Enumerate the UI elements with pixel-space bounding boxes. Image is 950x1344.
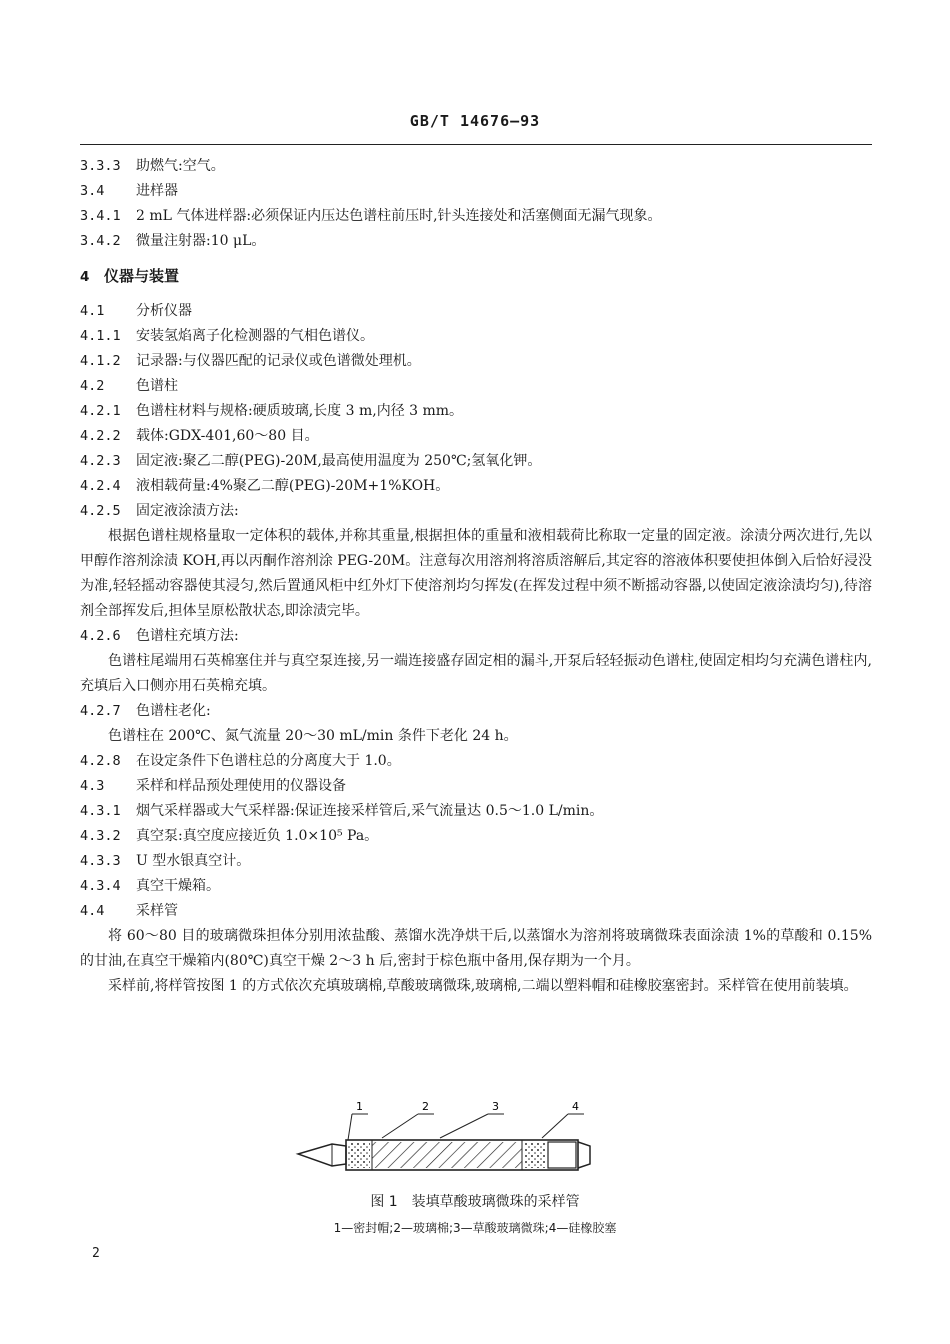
clause-text: 色谱柱材料与规格:硬质玻璃,长度 3 m,内径 3 mm。 [136, 403, 464, 419]
clause-number: 4.1.1 [80, 328, 121, 344]
clause-number: 4.2.2 [80, 428, 121, 444]
clause-line [80, 799, 872, 824]
clause-text: 真空泵:真空度应接近负 1.0×10⁵ Pa。 [136, 828, 379, 844]
clause-line [80, 699, 872, 724]
clause-number: 4.2.7 [80, 703, 121, 719]
clause-number: 4.2.8 [80, 753, 121, 769]
section-number: 4 [80, 269, 90, 285]
clause-text: 真空干燥箱。 [136, 878, 220, 894]
silicone-stopper [548, 1142, 576, 1168]
figure-legend: 1—密封帽;2—玻璃棉;3—草酸玻璃微珠;4—硅橡胶塞 [333, 1221, 617, 1235]
clause-text: 色谱柱 [136, 378, 178, 394]
clause-number: 3.3.3 [80, 158, 121, 174]
clause-line [80, 774, 872, 799]
clause-number: 3.4.1 [80, 208, 121, 224]
clause-line [80, 424, 872, 449]
sampling-tube-figure [290, 1100, 610, 1176]
clause-line [80, 324, 872, 349]
clause-line [80, 874, 872, 899]
clause-line [80, 154, 872, 179]
clause-text: 记录器:与仪器匹配的记录仪或色谱微处理机。 [136, 353, 421, 369]
clause-text: 采样管 [136, 903, 178, 919]
glass-wool-left [348, 1142, 370, 1168]
clause-text: 固定液涂渍方法: [136, 503, 239, 519]
figure-label-2: 2 [422, 1100, 429, 1113]
clause-number: 4.3.1 [80, 803, 121, 819]
clause-line [80, 179, 872, 204]
clause-text: 2 mL 气体进样器:必须保证内压达色谱柱前压时,针头连接处和活塞侧面无漏气现象。 [136, 208, 662, 224]
clause-number: 4.3.3 [80, 853, 121, 869]
clause-line [80, 474, 872, 499]
clause-line [80, 824, 872, 849]
packing-method-paragraph: 色谱柱尾端用石英棉塞住并与真空泵连接,另一端连接盛存固定相的漏斗,开泵后轻轻振动色谱柱,使固定相均匀充满色谱柱内,充填后入口侧亦用石英棉充填。 [80, 653, 872, 694]
page-number: 2 [92, 1246, 100, 1261]
clause-text: 在设定条件下色谱柱总的分离度大于 1.0。 [136, 753, 401, 769]
leader-line [542, 1114, 568, 1138]
clause-number: 3.4.2 [80, 233, 121, 249]
clause-line [80, 299, 872, 324]
aging-paragraph: 色谱柱在 200℃、氮气流量 20～30 mL/min 条件下老化 24 h。 [108, 728, 518, 744]
document-body [80, 154, 872, 999]
figure-label-1: 1 [356, 1100, 363, 1113]
clause-number: 4.4 [80, 903, 105, 919]
clause-number: 3.4 [80, 183, 105, 199]
coating-method-paragraph: 根据色谱柱规格量取一定体积的载体,并称其重量,根据担体的重量和液相载荷比称取一定量的固定液。涂渍分两次进行,先以甲醇作溶剂涂渍 KOH,再以丙酮作溶剂涂 PEG-20M。注意每次用溶剂将溶质溶解后,其定容的溶液体积要使担体倒入后恰好浸没为准,轻轻摇动容器使其浸匀,然后置通风柜中红外灯下使溶剂均匀挥发(在挥发过程中须不断摇动容器,以使固定液涂渍均匀),待溶剂全部挥发后,担体呈原松散状态,即涂渍完毕。 [80, 528, 872, 619]
clause-number: 4.1.2 [80, 353, 121, 369]
standard-header: GB/T 14676—93 [409, 112, 541, 130]
clause-number: 4.1 [80, 303, 105, 319]
clause-text: 分析仪器 [136, 303, 192, 319]
spacer [80, 254, 872, 264]
clause-text: 烟气采样器或大气采样器:保证连接采样管后,采气流量达 0.5～1.0 L/min。 [136, 803, 604, 819]
clause-number: 4.3.4 [80, 878, 121, 894]
leader-line [440, 1114, 488, 1138]
sampling-tube-fill-paragraph: 采样前,将样管按图 1 的方式依次充填玻璃棉,草酸玻璃微珠,玻璃棉,二端以塑料帽和硅橡胶塞密封。采样管在使用前装填。 [108, 978, 858, 994]
clause-line [80, 374, 872, 399]
clause-line [80, 899, 872, 924]
clause-line [80, 624, 872, 649]
figure-label-3: 3 [492, 1100, 499, 1113]
clause-text: 色谱柱充填方法: [136, 628, 239, 644]
leader-line [382, 1114, 418, 1138]
figure-label-4: 4 [572, 1100, 579, 1113]
section-title: 仪器与装置 [104, 267, 180, 285]
oxalic-glass-beads [372, 1142, 522, 1168]
clause-number: 4.2.6 [80, 628, 121, 644]
leader-line [348, 1114, 352, 1140]
section-heading [80, 264, 872, 289]
clause-text: 助燃气:空气。 [136, 158, 225, 174]
clause-text: 色谱柱老化: [136, 703, 211, 719]
clause-number: 4.2 [80, 378, 105, 394]
clause-line [80, 749, 872, 774]
clause-line [80, 204, 872, 229]
seal-cap [298, 1144, 346, 1166]
clause-text: 微量注射器:10 μL。 [136, 233, 266, 249]
clause-text: 采样和样品预处理使用的仪器设备 [136, 778, 346, 794]
clause-line [80, 849, 872, 874]
clause-line [80, 349, 872, 374]
clause-text: U 型水银真空计。 [136, 853, 251, 869]
clause-text: 载体:GDX-401,60～80 目。 [136, 428, 319, 444]
clause-text: 固定液:聚乙二醇(PEG)-20M,最高使用温度为 250℃;氢氧化钾。 [136, 453, 542, 469]
clause-line [80, 499, 872, 524]
tube-end [578, 1142, 590, 1168]
clause-line [80, 399, 872, 424]
sampling-tube-prep-paragraph: 将 60～80 目的玻璃微珠担体分别用浓盐酸、蒸馏水洗净烘干后,以蒸馏水为溶剂将玻璃微珠表面涂渍 1%的草酸和 0.15%的甘油,在真空干燥箱内(80℃)真空干燥 2～3 h 后,密封于棕色瓶中备用,保存期为一个月。 [80, 928, 872, 969]
figure-caption: 图 1 装填草酸玻璃微珠的采样管 [370, 1194, 580, 1210]
glass-wool-right [524, 1142, 546, 1168]
header-rule [80, 144, 872, 145]
clause-number: 4.2.1 [80, 403, 121, 419]
clause-number: 4.3 [80, 778, 105, 794]
clause-text: 液相载荷量:4%聚乙二醇(PEG)-20M+1%KOH。 [136, 478, 450, 494]
clause-text: 安装氢焰离子化检测器的气相色谱仪。 [136, 328, 374, 344]
spacer [80, 289, 872, 299]
clause-text: 进样器 [136, 183, 178, 199]
clause-number: 4.2.5 [80, 503, 121, 519]
clause-number: 4.2.3 [80, 453, 121, 469]
clause-number: 4.3.2 [80, 828, 121, 844]
clause-number: 4.2.4 [80, 478, 121, 494]
clause-line [80, 449, 872, 474]
clause-line [80, 229, 872, 254]
